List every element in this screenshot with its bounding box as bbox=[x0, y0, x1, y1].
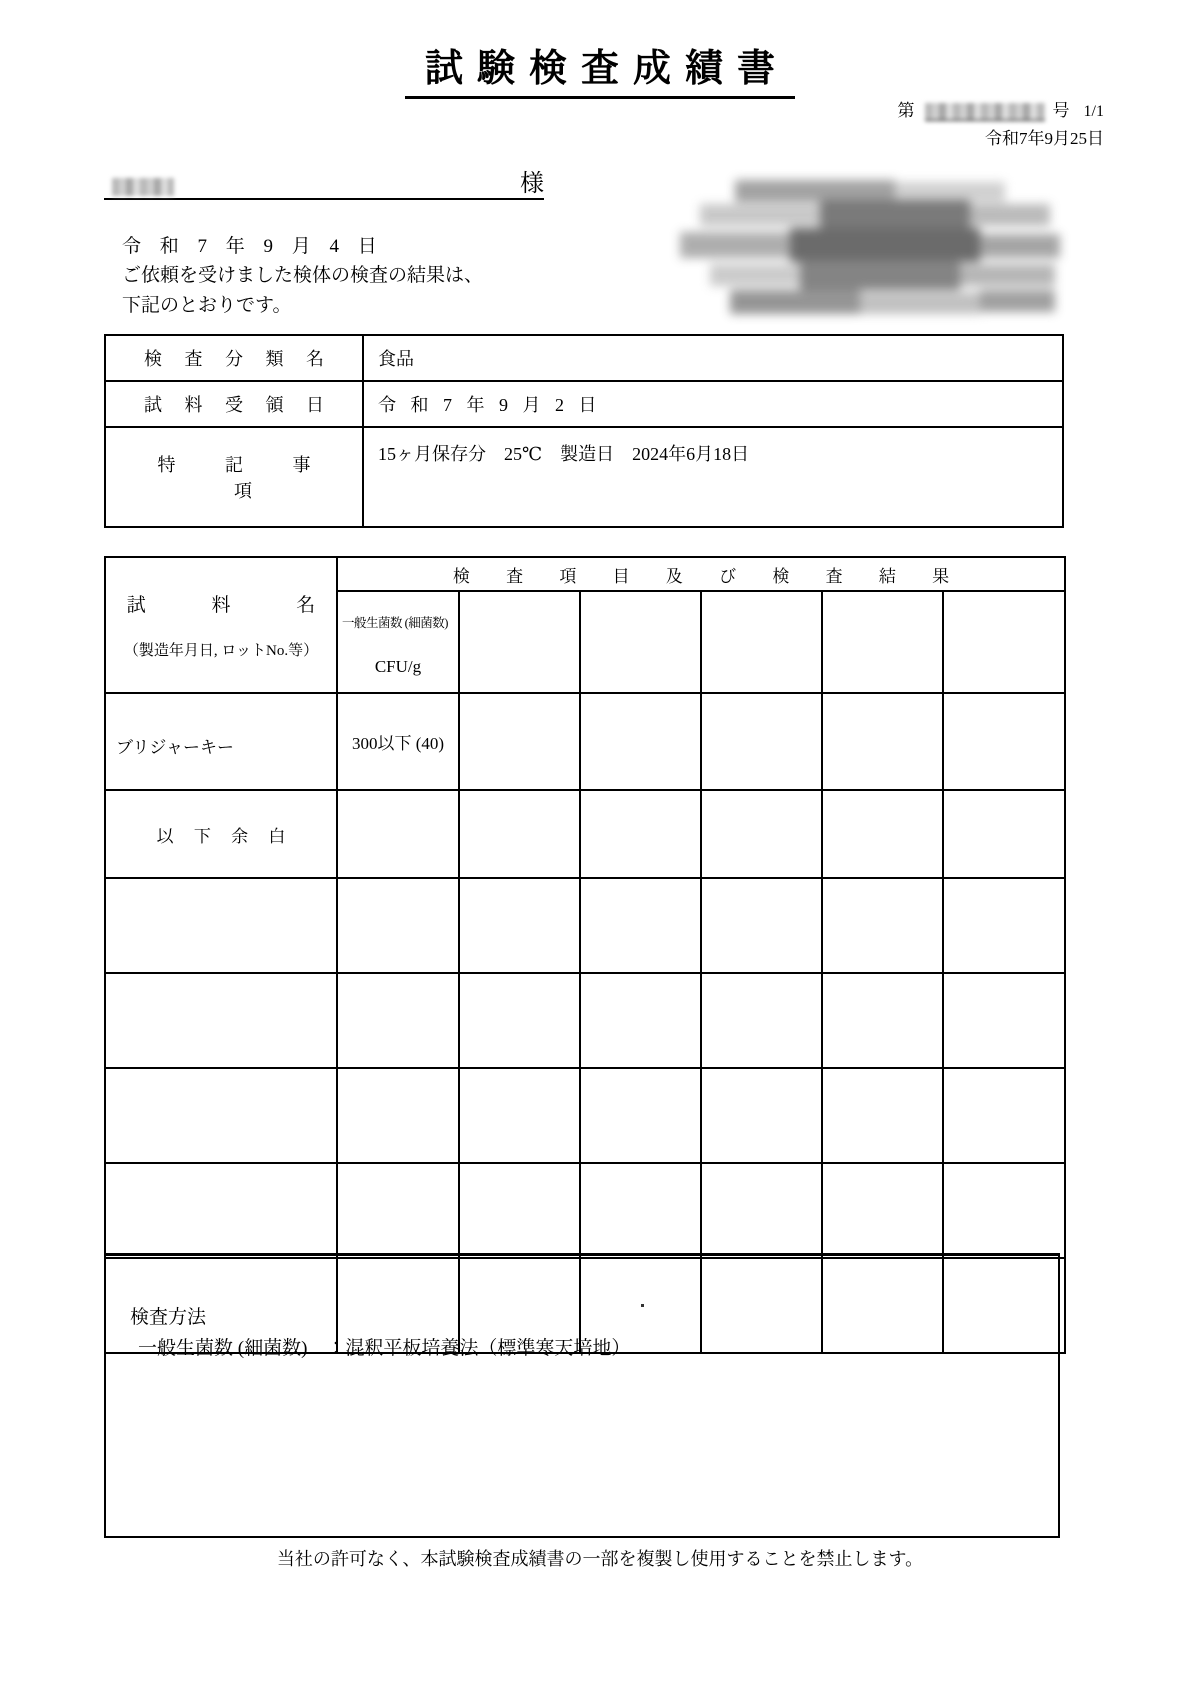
result-value-cell bbox=[943, 790, 1065, 878]
result-value-cell bbox=[943, 878, 1065, 973]
issue-date: 令和7年9月25日 bbox=[985, 129, 1104, 148]
result-value-cell bbox=[459, 973, 580, 1068]
item-header-3 bbox=[580, 591, 701, 693]
result-value-cell bbox=[701, 973, 822, 1068]
result-value-cell bbox=[701, 1163, 822, 1258]
table-row bbox=[105, 335, 1063, 381]
info-label-remarks: 特 記 事 項 bbox=[105, 427, 363, 527]
result-value-cell bbox=[337, 1163, 459, 1258]
result-value-cell bbox=[701, 1068, 822, 1163]
sample-name-cell: ブリジャーキー bbox=[105, 693, 337, 790]
sample-name-cell bbox=[105, 878, 337, 973]
page-title: 試験検査成績書 bbox=[405, 48, 795, 99]
item-header-5 bbox=[822, 591, 943, 693]
result-value-cell bbox=[580, 790, 701, 878]
result-value-cell bbox=[337, 790, 459, 878]
document-number-suffix: 号 bbox=[1052, 101, 1070, 120]
info-value-receipt-date: 令 和 7 年 9 月 2 日 bbox=[363, 381, 1063, 427]
addressee-honorific: 様 bbox=[520, 171, 544, 197]
test-method-line-1: 一般生菌数 (細菌数) ：混釈平板培養法（標準寒天培地） bbox=[138, 1338, 631, 1359]
info-value-classification: 食品 bbox=[363, 335, 1063, 381]
table-row bbox=[105, 693, 1065, 790]
result-value-cell bbox=[822, 693, 943, 790]
test-method-box bbox=[104, 1253, 1060, 1538]
result-value-cell: 300以下 (40) bbox=[337, 693, 459, 790]
result-value-cell bbox=[943, 973, 1065, 1068]
result-value-cell bbox=[822, 790, 943, 878]
table-row bbox=[105, 878, 1065, 973]
result-value-cell bbox=[459, 1163, 580, 1258]
result-value-cell bbox=[701, 790, 822, 878]
result-value-cell bbox=[337, 1068, 459, 1163]
info-label-receipt-date: 試 料 受 領 日 bbox=[105, 381, 363, 427]
intro-paragraph bbox=[122, 232, 483, 320]
result-value-cell bbox=[822, 973, 943, 1068]
result-value-cell bbox=[822, 878, 943, 973]
request-date: 令 和 7 年 9 月 4 日 bbox=[122, 236, 384, 257]
item-header-1-name: 一般生菌数 (細菌数) bbox=[342, 616, 448, 630]
table-row bbox=[105, 973, 1065, 1068]
result-value-cell bbox=[822, 1068, 943, 1163]
result-value-cell bbox=[580, 973, 701, 1068]
result-value-cell bbox=[701, 693, 822, 790]
addressee-name-redacted bbox=[112, 178, 174, 196]
sample-name-header-line1: 試 料 名 bbox=[126, 595, 330, 616]
table-row bbox=[105, 1163, 1065, 1258]
item-header-1 bbox=[337, 591, 459, 693]
item-header-2 bbox=[459, 591, 580, 693]
intro-line-1: ご依頼を受けました検体の検査の結果は、 bbox=[122, 265, 484, 287]
result-value-cell bbox=[459, 693, 580, 790]
result-value-cell bbox=[943, 1163, 1065, 1258]
info-label-classification: 検 査 分 類 名 bbox=[105, 335, 363, 381]
table-row-header-span bbox=[105, 557, 1065, 591]
result-value-cell bbox=[459, 878, 580, 973]
document-number-row bbox=[898, 96, 1104, 121]
result-value-cell bbox=[580, 693, 701, 790]
result-value-cell bbox=[580, 878, 701, 973]
document-number-redacted-value bbox=[925, 103, 1045, 121]
sample-name-cell bbox=[105, 1068, 337, 1163]
page-number: 1/1 bbox=[1083, 103, 1104, 120]
item-header-1-unit: CFU/g bbox=[374, 657, 422, 676]
item-header-4 bbox=[701, 591, 822, 693]
result-value-cell bbox=[459, 790, 580, 878]
table-row bbox=[105, 381, 1063, 427]
sample-name-cell bbox=[105, 973, 337, 1068]
page-title-wrapper bbox=[0, 48, 1200, 99]
issuer-block-redacted bbox=[680, 178, 1060, 320]
sample-name-header-line2: （製造年月日, ロットNo.等） bbox=[123, 643, 319, 659]
result-value-cell bbox=[580, 1068, 701, 1163]
sample-name-cell bbox=[105, 1163, 337, 1258]
result-value-cell bbox=[943, 693, 1065, 790]
inspection-results-table bbox=[104, 556, 1066, 1354]
sample-name-header bbox=[105, 557, 337, 693]
result-value-cell bbox=[943, 1068, 1065, 1163]
footer-disclaimer: 当社の許可なく、本試験検査成績書の一部を複製し使用することを禁止します。 bbox=[276, 1549, 924, 1569]
result-value-cell bbox=[337, 973, 459, 1068]
table-row bbox=[105, 427, 1063, 527]
info-value-remarks: 15ヶ月保存分 25℃ 製造日 2024年6月18日 bbox=[363, 427, 1063, 527]
result-value-cell bbox=[822, 1163, 943, 1258]
test-method-title: 検査方法 bbox=[130, 1307, 207, 1328]
sample-info-table bbox=[104, 334, 1064, 528]
document-number-label: 第 bbox=[897, 101, 915, 120]
item-header-6 bbox=[943, 591, 1065, 693]
result-value-cell bbox=[580, 1163, 701, 1258]
result-value-cell bbox=[337, 878, 459, 973]
table-row bbox=[105, 790, 1065, 878]
blank-below-note: 以 下 余 白 bbox=[105, 790, 337, 878]
intro-line-2: 下記のとおりです。 bbox=[122, 294, 292, 316]
addressee-line bbox=[104, 166, 544, 200]
result-value-cell bbox=[459, 1068, 580, 1163]
result-value-cell bbox=[701, 878, 822, 973]
inspection-items-span-header: 検 査 項 目 及 び 検 査 結 果 bbox=[337, 557, 1065, 591]
table-row bbox=[105, 1068, 1065, 1163]
